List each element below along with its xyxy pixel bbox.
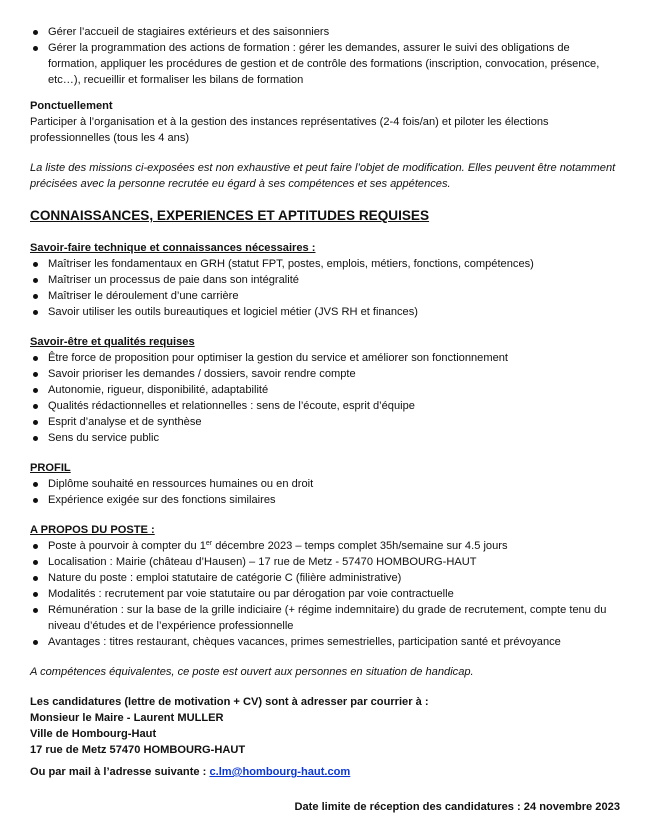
list-item: Qualités rédactionnelles et relationnelles : sens de l’écoute, esprit d’équipe	[30, 398, 620, 414]
start-date-text: Poste à pourvoir à compter du 1	[48, 540, 206, 552]
start-date-rest: décembre 2023 – temps complet 35h/semaine sur 4.5 jours	[212, 540, 508, 552]
list-item: Savoir prioriser les demandes / dossiers, savoir rendre compte	[30, 366, 620, 382]
savoir-etre-heading: Savoir-être et qualités requises	[30, 336, 195, 348]
poste-heading: A PROPOS DU POSTE :	[30, 524, 155, 536]
handicap-note: A compétences équivalentes, ce poste est ouvert aux personnes en situation de handicap.	[30, 666, 474, 678]
savoir-faire-heading: Savoir-faire technique et connaissances nécessaires :	[30, 242, 316, 254]
list-item: Maîtriser les fondamentaux en GRH (statut FPT, postes, emplois, métiers, fonctions, compétences)	[30, 256, 620, 272]
list-item: Diplôme souhaité en ressources humaines ou en droit	[30, 476, 620, 492]
list-item: Sens du service public	[30, 430, 620, 446]
savoir-faire-list	[30, 256, 620, 320]
poste-list	[30, 538, 620, 650]
mail-line	[30, 764, 620, 780]
list-item: Maîtriser le déroulement d’une carrière	[30, 288, 620, 304]
list-item: Gérer la programmation des actions de formation : gérer les demandes, assurer le suivi des obligations de formation, appliquer les procédures de gestion et de contrôle des formations (inscription, convocation, présence, etc…), recueillir et formaliser les bilans de formation	[30, 40, 620, 88]
list-item: Avantages : titres restaurant, chèques vacances, primes semestrielles, participation santé et prévoyance	[30, 634, 620, 650]
mail-label: Ou par mail à l’adresse suivante :	[30, 766, 210, 778]
postal-address: 17 rue de Metz 57470 HOMBOURG-HAUT	[30, 744, 246, 756]
ponctuellement-text: Participer à l’organisation et à la gestion des instances représentatives (2-4 fois/an) et piloter les élections professionnelles (tous les 4 ans)	[30, 116, 549, 144]
profil-heading: PROFIL	[30, 462, 71, 474]
list-item: Esprit d’analyse et de synthèse	[30, 414, 620, 430]
candidatures-intro: Les candidatures (lettre de motivation + CV) sont à adresser par courrier à :	[30, 696, 429, 708]
missions-list	[30, 24, 620, 88]
section-title: CONNAISSANCES, EXPERIENCES ET APTITUDES REQUISES	[30, 208, 430, 223]
list-item: Localisation : Mairie (château d’Hausen) – 17 rue de Metz - 57470 HOMBOURG-HAUT	[30, 554, 620, 570]
missions-note: La liste des missions ci-exposées est non exhaustive et peut faire l’objet de modification. Elles peuvent être notamment précisées avec la personne recrutée eu égard à ses compétences et ses appétences.	[30, 162, 616, 190]
list-item: Savoir utiliser les outils bureautiques et logiciel métier (JVS RH et finances)	[30, 304, 620, 320]
addressee: Monsieur le Maire - Laurent MULLER	[30, 712, 224, 724]
list-item: Autonomie, rigueur, disponibilité, adaptabilité	[30, 382, 620, 398]
list-item: Être force de proposition pour optimiser la gestion du service et améliorer son fonctionnement	[30, 350, 620, 366]
list-item: Gérer l’accueil de stagiaires extérieurs et des saisonniers	[30, 24, 620, 40]
list-item: Rémunération : sur la base de la grille indiciaire (+ régime indemnitaire) du grade de recrutement, compte tenu du niveau d’études et de l’expérience professionnelle	[30, 602, 620, 634]
city: Ville de Hombourg-Haut	[30, 728, 157, 740]
list-item: Expérience exigée sur des fonctions similaires	[30, 492, 620, 508]
deadline-text: Date limite de réception des candidatures : 24 novembre 2023	[294, 801, 620, 813]
list-item: Modalités : recrutement par voie statutaire ou par dérogation par voie contractuelle	[30, 586, 620, 602]
list-item	[30, 538, 620, 554]
list-item: Maîtriser un processus de paie dans son intégralité	[30, 272, 620, 288]
savoir-etre-list	[30, 350, 620, 446]
ponctuellement-heading: Ponctuellement	[30, 100, 113, 112]
list-item: Nature du poste : emploi statutaire de catégorie C (filière administrative)	[30, 570, 620, 586]
profil-list	[30, 476, 620, 508]
ordinal-suffix: er	[205, 540, 213, 547]
email-link[interactable]: c.lm@hombourg-haut.com	[209, 766, 351, 778]
